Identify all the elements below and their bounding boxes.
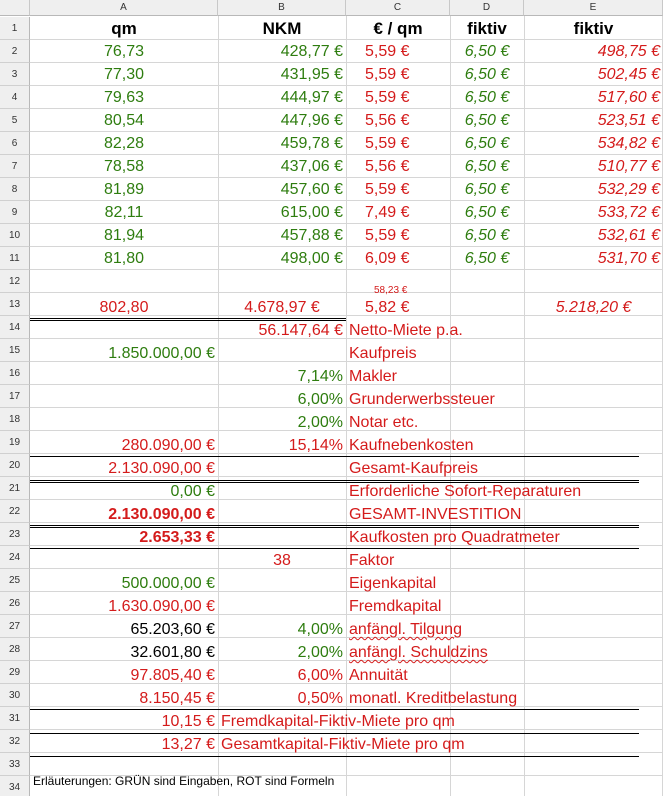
cell-qm[interactable]: 76,73 — [103, 43, 145, 60]
cell-eur-qm[interactable]: 5,59 € — [365, 43, 410, 60]
total-nkm[interactable]: 4.678,97 € — [244, 299, 320, 316]
row-header[interactable]: 6 — [0, 132, 30, 155]
row-header[interactable]: 26 — [0, 592, 30, 615]
header-eur-per-qm[interactable]: € / qm — [373, 19, 423, 38]
row-header[interactable]: 24 — [0, 546, 30, 569]
label-kreditbelastung[interactable]: monatl. Kreditbelastung — [349, 690, 518, 707]
cell-eur-qm[interactable]: 5,56 € — [365, 158, 410, 175]
column-header-b[interactable]: B — [218, 0, 346, 16]
cell-fiktiv-rate[interactable]: 6,50 € — [464, 112, 510, 129]
row-header[interactable]: 23 — [0, 523, 30, 546]
cell-a23[interactable]: 2.653,33 € — [139, 529, 215, 546]
row-header[interactable]: 18 — [0, 408, 30, 431]
cell-fiktiv-total[interactable]: 517,60 € — [597, 89, 660, 106]
cell-b28[interactable]: 2,00% — [297, 644, 343, 661]
label-gesamtkapital-fiktiv-miete[interactable]: Gesamtkapital-Fiktiv-Miete pro qm — [221, 736, 465, 753]
label-notar[interactable]: Notar etc. — [349, 414, 419, 431]
cell-b19[interactable]: 15,14% — [288, 437, 343, 454]
cell-fiktiv-total[interactable]: 531,70 € — [597, 250, 660, 267]
cell-qm[interactable]: 77,30 — [103, 66, 145, 83]
row-header[interactable]: 2 — [0, 40, 30, 63]
cell-nkm[interactable]: 444,97 € — [280, 89, 343, 106]
cell-a25[interactable]: 500.000,00 € — [121, 575, 215, 592]
cell-nkm[interactable]: 447,96 € — [280, 112, 343, 129]
cell-fiktiv-rate[interactable]: 6,50 € — [464, 204, 510, 221]
border-line — [30, 320, 346, 321]
label-grunderwerbssteuer[interactable]: Grunderwerbssteuer — [349, 391, 495, 408]
cell-qm[interactable]: 81,89 — [103, 181, 145, 198]
cell-fiktiv-total[interactable]: 533,72 € — [597, 204, 660, 221]
label-gesamt-kaufpreis[interactable]: Gesamt-Kaufpreis — [349, 460, 478, 477]
cell-fiktiv-rate[interactable]: 6,50 € — [464, 158, 510, 175]
cell-fiktiv-rate[interactable]: 6,50 € — [464, 250, 510, 267]
legend-note[interactable]: Erläuterungen: GRÜN sind Eingaben, ROT sind Formeln — [33, 774, 335, 788]
cell-fiktiv-rate[interactable]: 6,50 € — [464, 135, 510, 152]
header-qm[interactable]: qm — [111, 19, 137, 38]
cell-eur-qm[interactable]: 5,59 € — [365, 89, 410, 106]
label-kaufkosten-pro-qm[interactable]: Kaufkosten pro Quadratmeter — [349, 529, 560, 546]
border-line — [30, 756, 639, 757]
cell-b17[interactable]: 6,00% — [297, 391, 343, 408]
border-line — [30, 318, 346, 319]
cell-nkm[interactable]: 437,06 € — [280, 158, 343, 175]
row-header[interactable]: 5 — [0, 109, 30, 132]
total-qm[interactable]: 802,80 — [99, 299, 149, 316]
border-line — [30, 733, 639, 734]
cell-fiktiv-rate[interactable]: 6,50 € — [464, 43, 510, 60]
row-header[interactable]: 12 — [0, 270, 30, 293]
cell-qm[interactable]: 81,94 — [103, 227, 145, 244]
cell-b16[interactable]: 7,14% — [297, 368, 343, 385]
border-line — [30, 482, 639, 483]
cell-b24[interactable]: 38 — [273, 552, 291, 569]
row-header[interactable]: 28 — [0, 638, 30, 661]
column-header-d[interactable]: D — [450, 0, 524, 16]
cell-eur-qm[interactable]: 5,59 € — [365, 181, 410, 198]
cell-fiktiv-total[interactable]: 532,29 € — [597, 181, 660, 198]
column-header-c[interactable]: C — [346, 0, 450, 16]
row-header[interactable]: 11 — [0, 247, 30, 270]
label-annuitaet[interactable]: Annuität — [349, 667, 408, 684]
row-header[interactable]: 33 — [0, 753, 30, 776]
border-line — [30, 480, 639, 481]
total-fiktiv[interactable]: 5.218,20 € — [555, 299, 632, 316]
row-header[interactable]: 9 — [0, 201, 30, 224]
row-header[interactable]: 15 — [0, 339, 30, 362]
cell-c12[interactable]: 58,23 € — [374, 285, 408, 296]
row-header[interactable]: 32 — [0, 730, 30, 753]
cell-qm[interactable]: 82,11 — [104, 204, 144, 221]
row-header[interactable]: 13 — [0, 293, 30, 316]
cell-a21[interactable]: 0,00 € — [170, 483, 215, 500]
cell-nkm[interactable]: 459,78 € — [280, 135, 343, 152]
cell-qm[interactable]: 78,58 — [103, 158, 145, 175]
row-header[interactable]: 14 — [0, 316, 30, 339]
row-header[interactable]: 3 — [0, 63, 30, 86]
row-header[interactable]: 1 — [0, 17, 30, 40]
header-fiktiv-total[interactable]: fiktiv — [573, 19, 614, 38]
cell-a22[interactable]: 2.130.090,00 € — [108, 506, 215, 523]
row-header[interactable]: 21 — [0, 477, 30, 500]
label-kaufpreis[interactable]: Kaufpreis — [349, 345, 417, 362]
cell-a26[interactable]: 1.630.090,00 € — [108, 598, 215, 615]
row-header[interactable]: 16 — [0, 362, 30, 385]
border-line — [30, 527, 639, 528]
cell-nkm[interactable]: 428,77 € — [280, 43, 343, 60]
cell-nkm[interactable]: 457,88 € — [280, 227, 343, 244]
cell-a27[interactable]: 65.203,60 € — [130, 621, 215, 638]
cell-b14[interactable]: 56.147,64 € — [258, 322, 343, 339]
cell-fiktiv-total[interactable]: 523,51 € — [597, 112, 660, 129]
cell-a20[interactable]: 2.130.090,00 € — [108, 460, 215, 477]
row-header[interactable]: 30 — [0, 684, 30, 707]
cell-b27[interactable]: 4,00% — [297, 621, 343, 638]
cell-eur-qm[interactable]: 5,56 € — [365, 112, 410, 129]
row-header[interactable]: 31 — [0, 707, 30, 730]
label-fremdkapital[interactable]: Fremdkapital — [349, 598, 442, 615]
cell-qm[interactable]: 80,54 — [103, 112, 145, 129]
row-header[interactable]: 17 — [0, 385, 30, 408]
label-eigenkapital[interactable]: Eigenkapital — [349, 575, 437, 592]
border-line — [30, 709, 639, 710]
border-line — [30, 456, 639, 457]
cell-a29[interactable]: 97.805,40 € — [130, 667, 215, 684]
label-gesamt-investition[interactable]: GESAMT-INVESTITION — [349, 506, 522, 523]
cell-eur-qm[interactable]: 7,49 € — [365, 204, 410, 221]
cell-fiktiv-total[interactable]: 534,82 € — [597, 135, 660, 152]
label-faktor[interactable]: Faktor — [349, 552, 395, 569]
cell-a31[interactable]: 10,15 € — [161, 713, 215, 730]
cell-fiktiv-total[interactable]: 532,61 € — [597, 227, 660, 244]
row-header[interactable]: 22 — [0, 500, 30, 523]
row-header[interactable]: 34 — [0, 776, 30, 796]
cell-fiktiv-total[interactable]: 502,45 € — [597, 66, 660, 83]
cell-nkm[interactable]: 431,95 € — [280, 66, 343, 83]
row-header[interactable]: 27 — [0, 615, 30, 638]
row-header[interactable]: 7 — [0, 155, 30, 178]
label-schuldzins[interactable] — [346, 641, 663, 664]
cell-fiktiv-rate[interactable]: 6,50 € — [464, 66, 510, 83]
cell-qm[interactable]: 81,80 — [103, 250, 145, 267]
row-header[interactable]: 8 — [0, 178, 30, 201]
row-header[interactable]: 10 — [0, 224, 30, 247]
label-fremdkapital-fiktiv-miete[interactable]: Fremdkapital-Fiktiv-Miete pro qm — [221, 713, 455, 730]
cell-nkm[interactable]: 498,00 € — [280, 250, 343, 267]
cell-a32[interactable]: 13,27 € — [161, 736, 215, 753]
cell-fiktiv-rate[interactable]: 6,50 € — [464, 89, 510, 106]
cell-a30[interactable]: 8.150,45 € — [139, 690, 215, 707]
cell-fiktiv-rate[interactable]: 6,50 € — [464, 181, 510, 198]
border-line — [30, 548, 639, 549]
cell-b30[interactable]: 0,50% — [297, 690, 343, 707]
cell-qm[interactable]: 82,28 — [103, 135, 145, 152]
column-header-e[interactable]: E — [524, 0, 663, 16]
border-line — [30, 525, 639, 526]
label-makler[interactable]: Makler — [349, 368, 398, 385]
cell-b18[interactable]: 2,00% — [297, 414, 343, 431]
cell-eur-qm[interactable]: 5,59 € — [365, 135, 410, 152]
cell-eur-qm[interactable]: 5,59 € — [365, 66, 410, 83]
total-eur-per-qm[interactable]: 5,82 € — [365, 299, 410, 316]
label-kaufnebenkosten[interactable]: Kaufnebenkosten — [349, 437, 474, 454]
cell-a28[interactable]: 32.601,80 € — [130, 644, 215, 661]
cell-eur-qm[interactable]: 5,59 € — [365, 227, 410, 244]
row-header[interactable]: 19 — [0, 431, 30, 454]
label-schuldzins-text: anfängl. Schuldzins — [349, 644, 488, 661]
column-header-a[interactable]: A — [30, 0, 218, 16]
cell-eur-qm[interactable]: 6,09 € — [365, 250, 410, 267]
cell-nkm[interactable]: 615,00 € — [280, 204, 343, 221]
row-header[interactable]: 29 — [0, 661, 30, 684]
select-all-corner[interactable] — [0, 0, 30, 16]
row-header[interactable]: 4 — [0, 86, 30, 109]
cell-a15[interactable]: 1.850.000,00 € — [108, 345, 215, 362]
cell-qm[interactable]: 79,63 — [103, 89, 145, 106]
header-nkm[interactable]: NKM — [262, 19, 302, 38]
cell-a19[interactable]: 280.090,00 € — [121, 437, 215, 454]
cell-b29[interactable]: 6,00% — [297, 667, 343, 684]
row-header[interactable]: 25 — [0, 569, 30, 592]
label-tilgung[interactable] — [346, 618, 663, 641]
cell-nkm[interactable]: 457,60 € — [280, 181, 343, 198]
label-netto-miete[interactable]: Netto-Miete p.a. — [349, 322, 463, 339]
row-header[interactable]: 20 — [0, 454, 30, 477]
cell-fiktiv-total[interactable]: 498,75 € — [597, 43, 660, 60]
label-sofort-reparaturen[interactable]: Erforderliche Sofort-Reparaturen — [349, 483, 582, 500]
cell-fiktiv-rate[interactable]: 6,50 € — [464, 227, 510, 244]
header-fiktiv-rate[interactable]: fiktiv — [467, 19, 507, 38]
cell-fiktiv-total[interactable]: 510,77 € — [597, 158, 660, 175]
label-tilgung-text: anfängl. Tilgung — [349, 621, 462, 638]
